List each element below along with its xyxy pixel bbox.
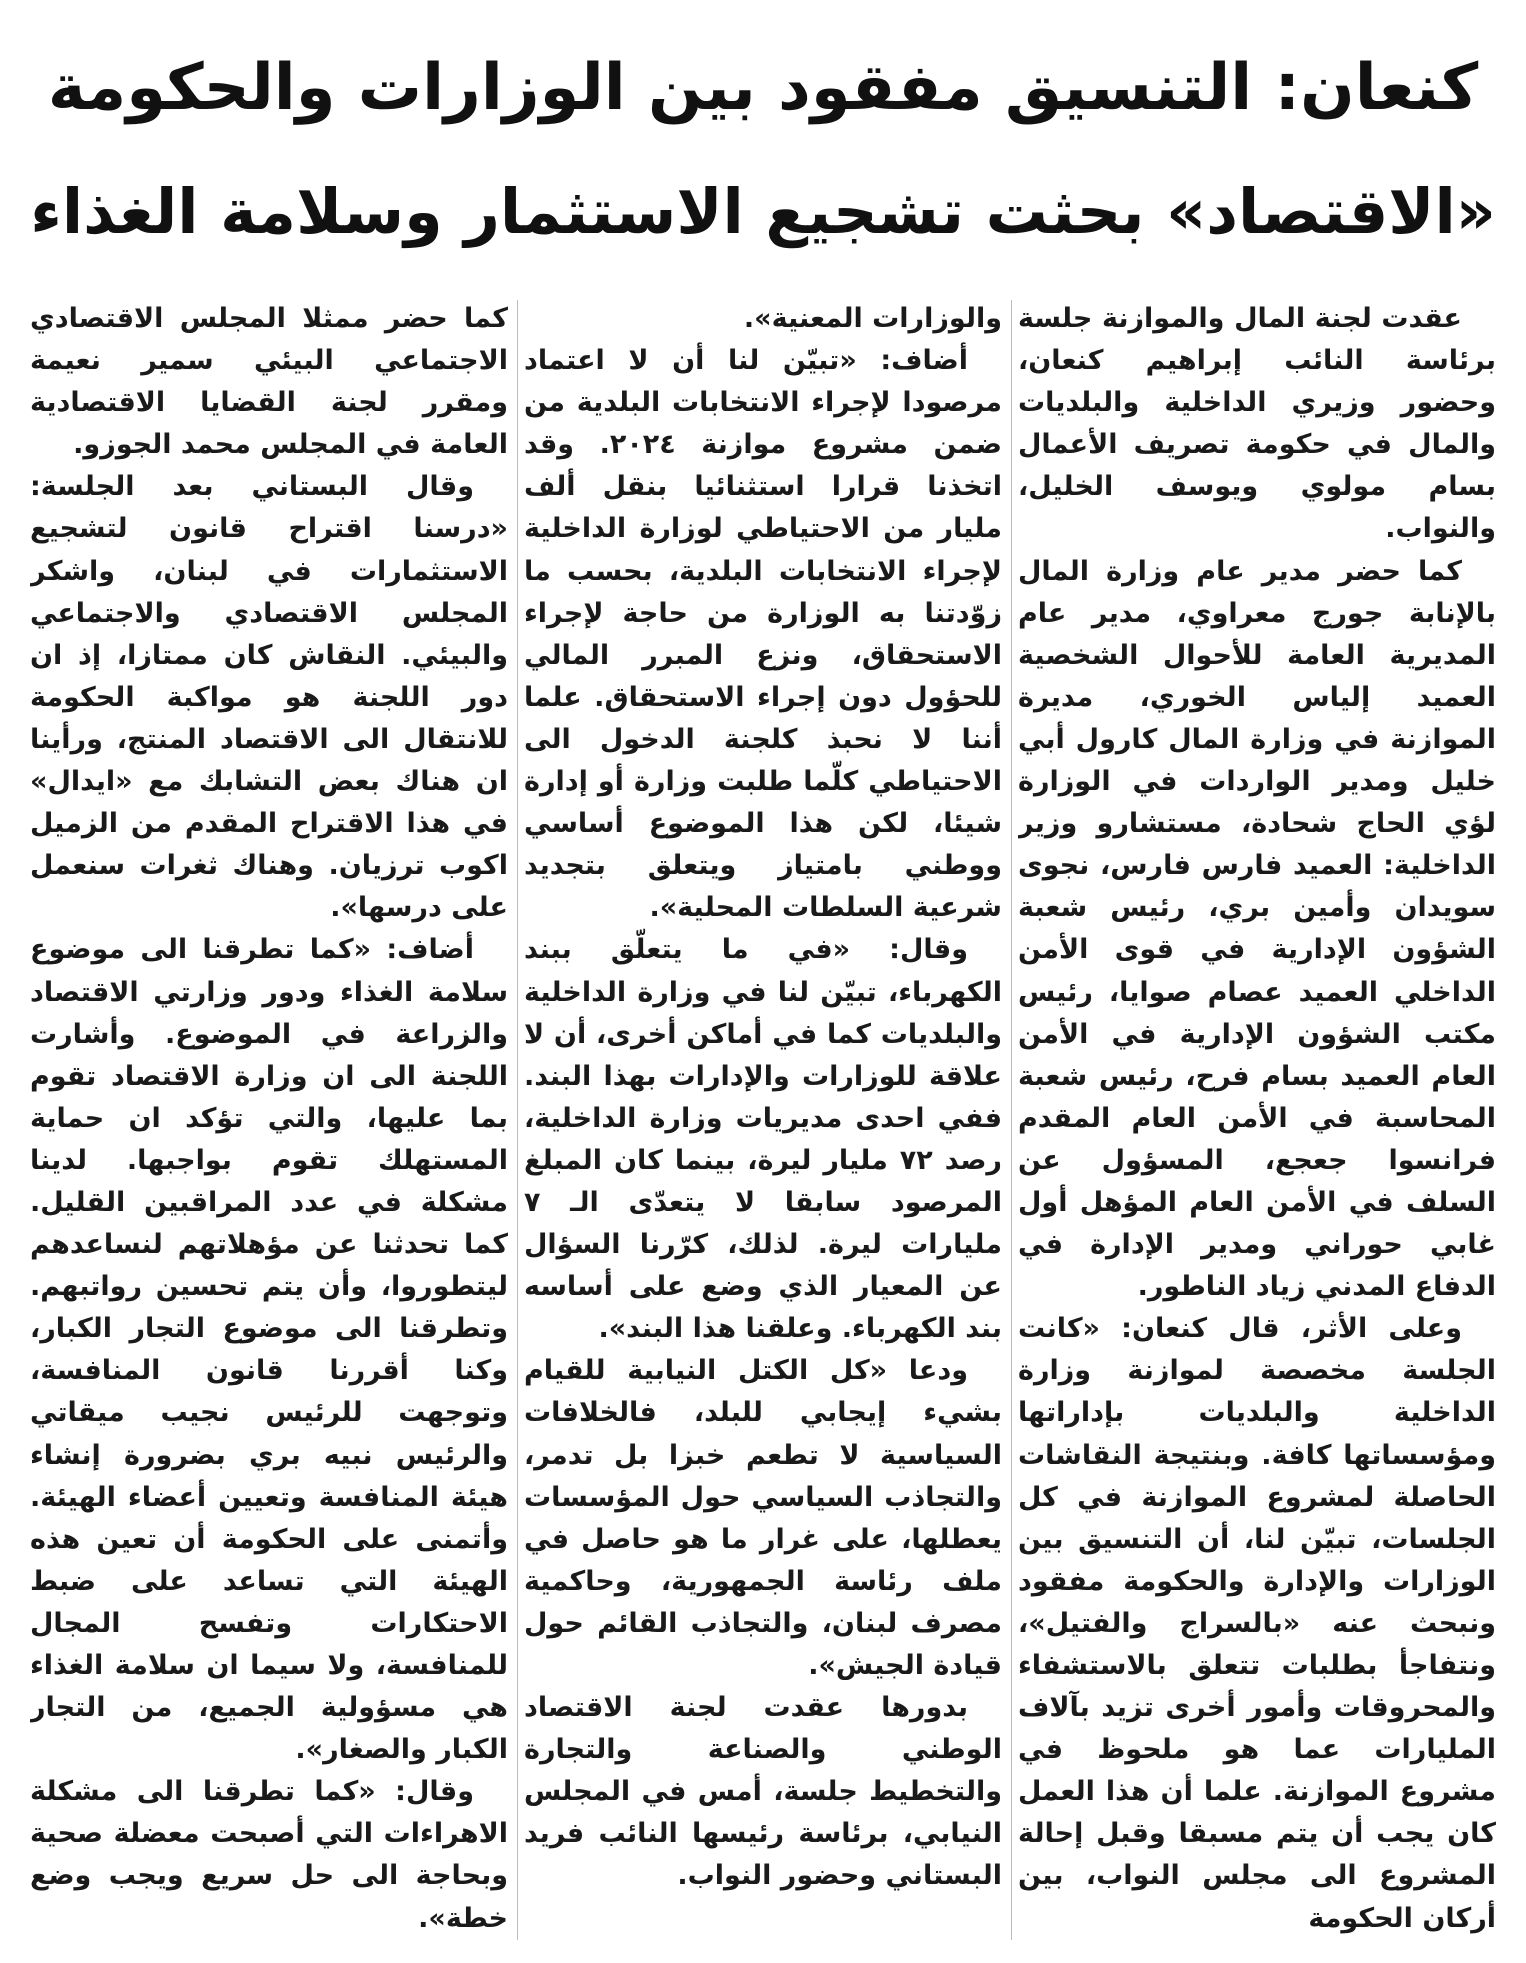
paragraph: بدورها عقدت لجنة الاقتصاد الوطني والصناعة والتجارة والتخطيط جلسة، أمس في المجلس النيابي، برئاسة رئيسها النائب فريد البستاني وحضور النواب. <box>524 1692 1002 1892</box>
headline-main: كنعان: التنسيق مفقود بين الوزارات والحكومة <box>47 51 1479 125</box>
paragraph: وعلى الأثر، قال كنعان: «كانت الجلسة مخصصة لموازنة وزارة الداخلية والبلديات بإداراتها ومؤسساتها كافة. وبنتيجة النقاشات الحاصلة لمشروع الموازنة في كل الجلسات، تبيّن لنا، أن التنسيق بين الوزارات والإدارة والحكومة مفقود ونبحث عنه «بالسراج والفتيل»، ونتفاجأ بطلبات تتعلق بالاستشفاء والمحروقات وأمور أخرى تزيد بآلاف المليارات عما هو ملحوظ في مشروع الموازنة. علما أن هذا العمل كان يجب أن يتم مسبقا وقبل إحالة المشروع الى مجلس النواب، بين أركان الحكومة <box>1018 1313 1496 1934</box>
column-divider <box>517 300 518 1940</box>
paragraph: كما حضر مدير عام وزارة المال بالإنابة جورج معراوي، مدير عام المديرية العامة للأحوال الشخصية العميد إلياس الخوري، مديرة الموازنة في وزارة المال كارول أبي خليل ومدير الواردات في الوزارة لؤي الحاج شحادة، مستشارو وزير الداخلية: العميد فارس فارس، نجوى سويدان وأمين بري، رئيس شعبة الشؤون الإدارية في قوى الأمن الداخلي العميد عصام صوايا، رئيس مكتب الشؤون الإدارية في الأمن العام العميد بسام فرح، رئيس شعبة المحاسبة في الأمن العام المقدم فرانسوا جعجع، المسؤول عن السلف في الأمن العام المؤهل أول غابي حوراني ومدير الإدارة في الدفاع المدني زياد الناطور. <box>1018 555 1496 1303</box>
paragraph: والوزارات المعنية». <box>743 303 1002 334</box>
paragraph: وقال: «في ما يتعلّق ببند الكهرباء، تبيّن لنا في وزارة الداخلية والبلديات كما في أماكن أخرى، أن لا علاقة للوزارات والإدارات بهذا البند. ففي احدى مديريات وزارة الداخلية، رصد ٧٢ مليار ليرة، بينما كان المبلغ المرصود سابقا لا يتعدّى الـ ٧ مليارات ليرة. لذلك، كرّرنا السؤال عن المعيار الذي وضع على أساسه بند الكهرباء. وعلقنا هذا البند». <box>524 934 1002 1345</box>
paragraph: وقال: «كما تطرقنا الى مشكلة الاهراءات التي أصبحت معضلة صحية وبحاجة الى حل سريع ويجب وضع خطة». <box>30 1776 508 1934</box>
paragraph: كما حضر ممثلا المجلس الاقتصادي الاجتماعي البيئي سمير نعيمة ومقرر لجنة القضايا الاقتصادية العامة في المجلس محمد الجوزو. <box>30 303 508 461</box>
paragraph: ودعا «كل الكتل النيابية للقيام بشيء إيجابي للبلد، فالخلافات السياسية لا تطعم خبزا بل تدمر، والتجاذب السياسي حول المؤسسات يعطلها، على غرار ما هو حاصل في ملف رئاسة الجمهورية، وحاكمية مصرف لبنان، والتجاذب القائم حول قيادة الجيش». <box>524 1355 1002 1681</box>
paragraph: وقال البستاني بعد الجلسة: «درسنا اقتراح قانون لتشجيع الاستثمارات في لبنان، واشكر المجلس الاقتصادي والاجتماعي والبيئي. النقاش كان ممتازا، إذ ان دور اللجنة هو مواكبة الحكومة للانتقال الى الاقتصاد المنتج، ورأينا ان هناك بعض التشابك مع «ايدال» في هذا الاقتراح المقدم من الزميل اكوب ترزيان. وهناك ثغرات سنعمل على درسها». <box>30 471 508 924</box>
column-divider <box>1011 300 1012 1940</box>
article-column-3 <box>30 298 508 1948</box>
article-column-1 <box>1018 298 1496 1948</box>
headline-sub: «الاقتصاد» بحثت تشجيع الاستثمار وسلامة الغذاء <box>30 175 1496 248</box>
paragraph: أضاف: «تبيّن لنا أن لا اعتماد مرصودا لإجراء الانتخابات البلدية من ضمن مشروع موازنة ٢٠٢٤. وقد اتخذنا قرارا استثنائيا بنقل ألف مليار من الاحتياطي لوزارة الداخلية لإجراء الانتخابات البلدية، بحسب ما زوّدتنا به الوزارة من حاجة لإجراء الاستحقاق، ونزع المبرر المالي للحؤول دون إجراء الاستحقاق. علما أننا لا نحبذ كلجنة الدخول الى الاحتياطي كلّما طلبت وزارة أو إدارة شيئا، لكن هذا الموضوع أساسي ووطني بامتياز ويتعلق بتجديد شرعية السلطات المحلية». <box>524 345 1002 924</box>
article-column-2 <box>524 298 1002 1948</box>
paragraph: عقدت لجنة المال والموازنة جلسة برئاسة النائب إبراهيم كنعان، وحضور وزيري الداخلية والبلديات والمال في حكومة تصريف الأعمال بسام مولوي ويوسف الخليل، والنواب. <box>1018 303 1496 545</box>
paragraph: أضاف: «كما تطرقنا الى موضوع سلامة الغذاء ودور وزارتي الاقتصاد والزراعة في الموضوع. وأشارت اللجنة الى ان وزارة الاقتصاد تقوم بما عليها، والتي تؤكد ان حماية المستهلك تقوم بواجبها. لدينا مشكلة في عدد المراقبين القليل. كما تحدثنا عن مؤهلاتهم لنساعدهم ليتطوروا، وأن يتم تحسين رواتبهم. وتطرقنا الى موضوع التجار الكبار، وكنا أقررنا قانون المنافسة، وتوجهت للرئيس نجيب ميقاتي والرئيس نبيه بري بضرورة إنشاء هيئة المنافسة وتعيين أعضاء الهيئة. وأتمنى على الحكومة أن تعين هذه الهيئة التي تساعد على ضبط الاحتكارات وتفسح المجال للمنافسة، ولا سيما ان سلامة الغذاء هي مسؤولية الجميع، من التجار الكبار والصغار». <box>30 934 508 1766</box>
